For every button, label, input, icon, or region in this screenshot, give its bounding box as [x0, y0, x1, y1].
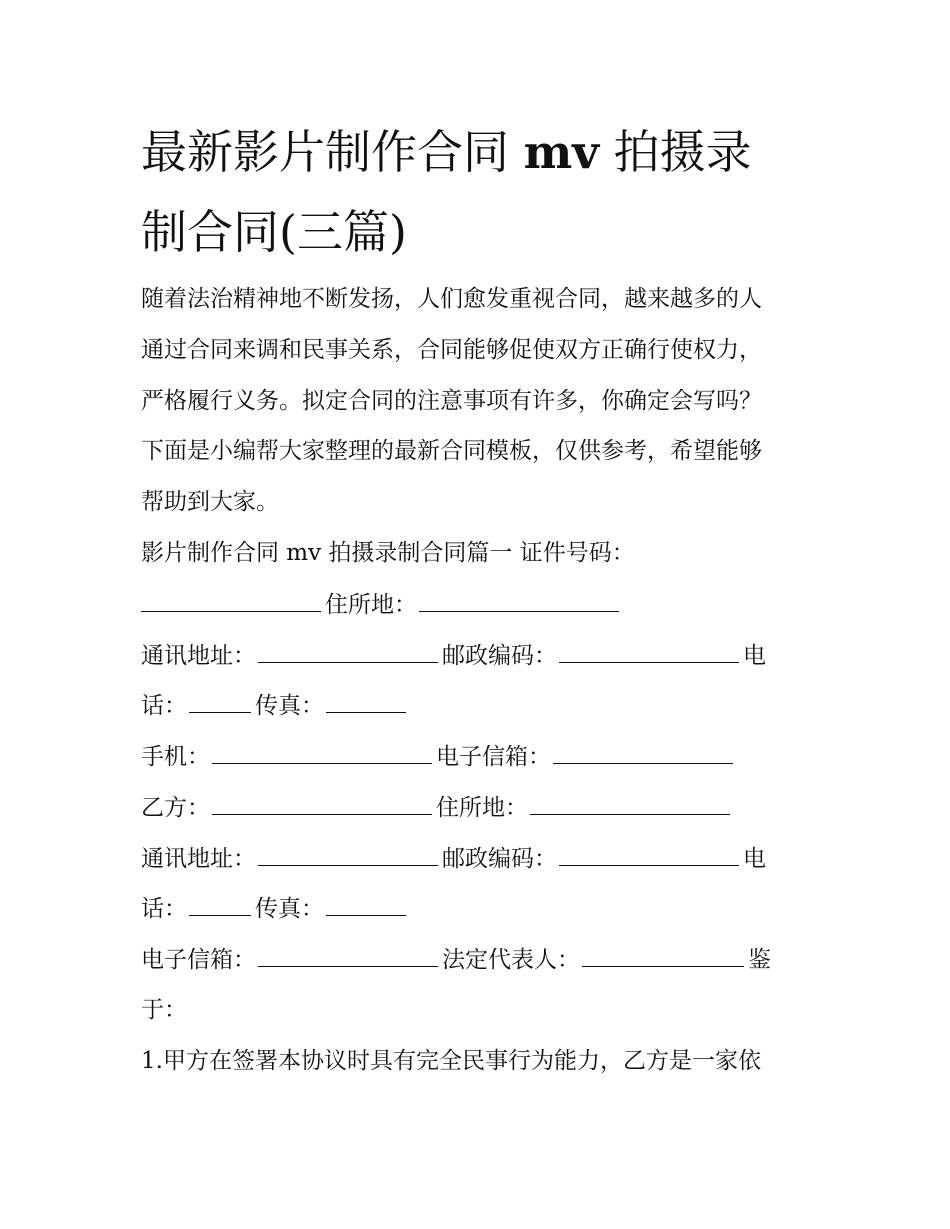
email-label: 电子信箱： — [436, 744, 551, 770]
residence-blank[interactable] — [419, 589, 619, 612]
email-blank-b[interactable] — [258, 944, 438, 967]
whereas-line: 于： — [141, 997, 187, 1023]
form-line-address — [141, 640, 821, 671]
email-blank[interactable] — [553, 741, 733, 764]
form-line-email-b — [141, 944, 821, 975]
phone-blank[interactable] — [189, 690, 251, 713]
form-line-address-b — [141, 843, 821, 874]
title-line2: 制合同(三篇) — [141, 205, 407, 259]
title-part2: 拍摄录 — [599, 125, 752, 179]
fax-label-b: 传真： — [255, 896, 324, 922]
phone-label-b-part2: 话： — [141, 896, 187, 922]
legal-rep-label: 法定代表人： — [442, 947, 580, 973]
postcode-label: 邮政编码： — [442, 643, 557, 669]
form-line-phone-b — [141, 893, 821, 924]
email-label-b: 电子信箱： — [141, 947, 256, 973]
postcode-blank[interactable] — [559, 640, 739, 663]
section-heading: 影片制作合同 mv 拍摄录制合同篇一 证件号码： — [141, 540, 635, 566]
legal-rep-blank[interactable] — [582, 944, 744, 967]
title-bold: mv — [523, 125, 600, 179]
postcode-label-b: 邮政编码： — [442, 846, 557, 872]
whereas-part1: 鉴 — [748, 947, 771, 973]
address-blank[interactable] — [258, 640, 438, 663]
form-line-id — [141, 589, 821, 620]
document-title — [141, 112, 821, 272]
postcode-blank-b[interactable] — [559, 843, 739, 866]
fax-label: 传真： — [255, 693, 324, 719]
residence-label-b: 住所地： — [436, 795, 528, 821]
fax-blank-b[interactable] — [326, 893, 406, 916]
id-number-blank[interactable] — [141, 589, 321, 612]
address-blank-b[interactable] — [258, 843, 438, 866]
mobile-label: 手机： — [141, 744, 210, 770]
party-b-blank[interactable] — [212, 792, 432, 815]
title-part1: 最新影片制作合同 — [141, 125, 524, 179]
address-label: 通讯地址： — [141, 643, 256, 669]
phone-label-b-part1: 电 — [743, 846, 766, 872]
intro-line-1: 随着法治精神地不断发扬，人们愈发重视合同，越来越多的人 — [141, 286, 762, 312]
fax-blank[interactable] — [326, 690, 406, 713]
intro-line-2: 通过合同来调和民事关系，合同能够促使双方正确行使权力， — [141, 337, 762, 363]
intro-line-5: 帮助到大家。 — [141, 489, 279, 515]
intro-line-3: 严格履行义务。拟定合同的注意事项有许多，你确定会写吗？ — [141, 388, 762, 414]
phone-blank-b[interactable] — [189, 893, 251, 916]
clause-1: 1.甲方在签署本协议时具有完全民事行为能力，乙方是一家依 — [141, 1048, 761, 1074]
form-line-phone — [141, 690, 821, 721]
form-line-party-b — [141, 792, 821, 823]
address-label-b: 通讯地址： — [141, 846, 256, 872]
party-b-label: 乙方： — [141, 795, 210, 821]
intro-line-4: 下面是小编帮大家整理的最新合同模板，仅供参考，希望能够 — [141, 438, 762, 464]
mobile-blank[interactable] — [212, 741, 432, 764]
phone-label-part1: 电 — [743, 643, 766, 669]
residence-label: 住所地： — [325, 592, 417, 618]
phone-label-part2: 话： — [141, 693, 187, 719]
form-line-mobile — [141, 741, 821, 772]
residence-blank-b[interactable] — [530, 792, 730, 815]
